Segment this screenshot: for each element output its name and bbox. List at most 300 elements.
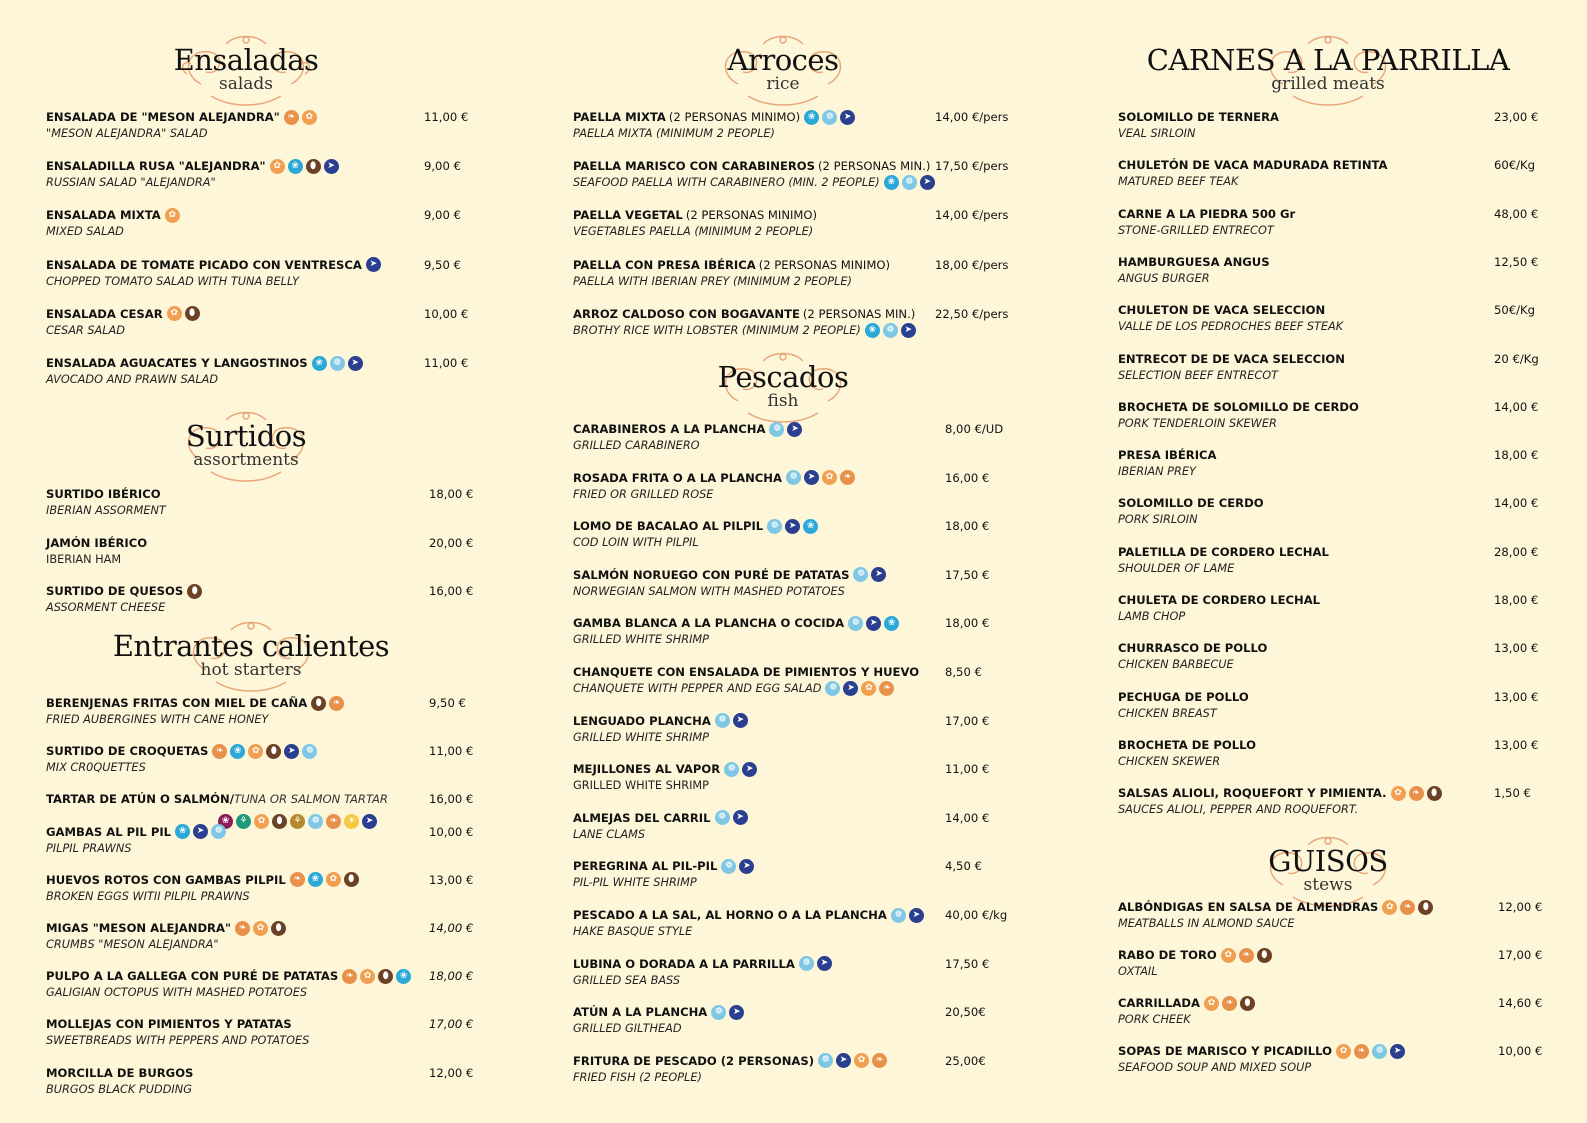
egg-allergen-icon: ✿ xyxy=(822,470,837,485)
egg-allergen-icon: ✿ xyxy=(1382,900,1397,915)
nuts-allergen-icon: ⬮ xyxy=(378,969,393,984)
mollusc-allergen-icon: ❁ xyxy=(721,859,736,874)
item-translation-row xyxy=(1118,125,1195,142)
mollusc-allergen-icon: ❁ xyxy=(715,810,730,825)
item-translation-row xyxy=(46,125,208,142)
allergen-icons xyxy=(342,969,411,984)
section-heading-entrantes xyxy=(86,630,416,678)
item-price: 20,00 € xyxy=(429,535,474,550)
item-translation: BROTHY RICE WITH LOBSTER (MINIMUM 2 PEOPLE) xyxy=(573,323,861,337)
menu-item xyxy=(573,420,1013,460)
allergen-icons xyxy=(711,1005,744,1020)
egg-allergen-icon: ✿ xyxy=(1204,996,1219,1011)
item-name-row xyxy=(1118,350,1345,368)
item-name-row xyxy=(46,108,317,126)
item-price: 14,60 € xyxy=(1498,996,1543,1010)
item-translation: PORK CHEEK xyxy=(1118,1013,1191,1026)
nuts-allergen-icon: ⬮ xyxy=(185,306,200,321)
menu-item xyxy=(1118,688,1558,728)
item-price: 18,00 € xyxy=(1494,448,1539,463)
item-price: 22,50 €/pers xyxy=(935,306,1009,321)
item-name-row xyxy=(573,256,890,274)
menu-item xyxy=(1118,301,1558,341)
item-name-row xyxy=(573,663,919,681)
item-name-row xyxy=(46,694,344,712)
item-name-row xyxy=(573,517,818,535)
item-name-row xyxy=(1118,543,1329,561)
crustacean-allergen-icon: ❀ xyxy=(865,323,880,338)
menu-item xyxy=(1118,591,1558,631)
item-name: ENSALADA AGUACATES Y LANGOSTINOS xyxy=(46,356,308,370)
item-translation: SHOULDER OF LAME xyxy=(1118,561,1235,575)
section-title: Pescados xyxy=(717,360,849,394)
item-translation: MATURED BEEF TEAK xyxy=(1118,175,1239,189)
mollusc-allergen-icon: ❁ xyxy=(883,323,898,338)
item-name-suffix: (2 PERSONAS MIN.) xyxy=(802,306,916,321)
soy-allergen-icon: ☀ xyxy=(344,814,359,829)
menu-item xyxy=(46,823,476,863)
allergen-icons xyxy=(311,696,344,711)
mollusc-allergen-icon: ❁ xyxy=(1372,1044,1387,1059)
fish-allergen-icon: ➤ xyxy=(1390,1044,1405,1059)
nuts-allergen-icon: ⬮ xyxy=(306,159,321,174)
nuts-allergen-icon: ⬮ xyxy=(272,814,287,829)
item-translation-row xyxy=(46,371,218,388)
mollusc-allergen-icon: ❁ xyxy=(891,908,906,923)
egg-allergen-icon: ✿ xyxy=(302,110,317,125)
item-price: 18,00 € xyxy=(429,487,474,501)
allergen-icons xyxy=(853,567,886,582)
item-price: 13,00 € xyxy=(429,872,474,887)
crustacean-allergen-icon: ❀ xyxy=(230,744,245,759)
allergen-icons xyxy=(270,159,339,174)
menu-item xyxy=(46,967,476,1007)
section-subtitle: grilled meats xyxy=(1271,74,1385,94)
section-title: Arroces xyxy=(727,43,839,77)
item-name-row xyxy=(573,809,748,827)
section-subtitle: fish xyxy=(767,391,799,411)
section-heading-pescados xyxy=(683,361,883,409)
item-translation-row xyxy=(1118,608,1185,625)
menu-item xyxy=(46,206,476,246)
item-translation-row xyxy=(46,174,216,191)
egg-allergen-icon: ✿ xyxy=(854,1053,869,1068)
item-price: 17,50 €/pers xyxy=(935,159,1009,174)
item-name: GAMBA BLANCA A LA PLANCHA O COCIDA xyxy=(573,616,845,631)
allergen-icons xyxy=(804,110,855,125)
item-translation-row xyxy=(1118,463,1196,480)
item-name-row xyxy=(1118,398,1359,416)
egg-allergen-icon: ✿ xyxy=(248,744,263,759)
fish-allergen-icon: ➤ xyxy=(284,744,299,759)
menu-item xyxy=(46,305,476,345)
item-name: ENSALADA MIXTA xyxy=(46,208,161,223)
egg-allergen-icon: ✿ xyxy=(1336,1044,1351,1059)
menu-item xyxy=(1118,994,1558,1034)
egg-allergen-icon: ✿ xyxy=(165,208,180,223)
section-subtitle: assortments xyxy=(193,450,299,470)
item-name: ARROZ CALDOSO CON BOGAVANTE xyxy=(573,306,800,321)
item-translation: PORK SIRLOIN xyxy=(1118,513,1198,527)
fish-allergen-icon: ➤ xyxy=(785,519,800,534)
item-price: 50€/Kg xyxy=(1494,303,1535,318)
item-translation: GRILLED WHITE SHRIMP xyxy=(573,779,709,793)
item-price: 11,00 € xyxy=(945,762,990,777)
item-price: 10,00 € xyxy=(424,306,469,321)
mollusc-allergen-icon: ❁ xyxy=(799,956,814,971)
crustacean-allergen-icon: ❀ xyxy=(308,872,323,887)
item-translation-row xyxy=(1118,1011,1191,1028)
item-name-row xyxy=(1118,736,1256,754)
item-translation: HAKE BASQUE STYLE xyxy=(573,925,693,938)
item-price: 13,00 € xyxy=(1494,737,1539,752)
item-name-suffix: (2 PERSONAS MIN.) xyxy=(818,159,931,174)
item-translation-row xyxy=(1118,173,1238,190)
allergen-icons xyxy=(818,1053,887,1068)
item-translation: PAELLA WITH IBERIAN PREY (MINIMUM 2 PEOPLE) xyxy=(573,274,852,288)
mollusc-allergen-icon: ❁ xyxy=(786,470,801,485)
allergen-icons xyxy=(891,908,924,923)
celery-allergen-icon: ❧ xyxy=(212,744,227,759)
item-name-row xyxy=(46,485,161,503)
allergen-icons xyxy=(1382,900,1433,915)
item-translation: MIX CR0QUETTES xyxy=(46,761,146,775)
mollusc-allergen-icon: ❁ xyxy=(302,744,317,759)
item-translation: AVOCADO AND PRAWN SALAD xyxy=(46,373,219,386)
item-name-row xyxy=(46,534,147,552)
item-name: SOPAS DE MARISCO Y PICADILLO xyxy=(1118,1044,1332,1058)
fish-allergen-icon: ➤ xyxy=(733,810,748,825)
item-translation-row xyxy=(1118,511,1198,528)
menu-item xyxy=(46,354,476,394)
item-translation: NORWEGIAN SALMON WITH MASHED POTATOES xyxy=(573,584,845,598)
item-name-row xyxy=(46,582,202,600)
item-translation-row xyxy=(1118,415,1277,432)
item-name: CARABINEROS A LA PLANCHA xyxy=(573,422,766,436)
menu-item xyxy=(573,157,1013,197)
item-translation-row xyxy=(573,777,709,794)
item-translation-row xyxy=(46,1032,309,1049)
item-price: 14,00 €/pers xyxy=(935,208,1009,223)
item-name-row xyxy=(573,712,748,730)
fish-allergen-icon: ➤ xyxy=(840,110,855,125)
menu-item xyxy=(573,206,1013,246)
item-name-row xyxy=(573,857,754,875)
item-translation: LAMB CHOP xyxy=(1118,610,1186,623)
item-name-row xyxy=(1118,108,1279,126)
item-name: HAMBURGUESA ANGUS xyxy=(1118,254,1270,269)
item-price: 12,00 € xyxy=(429,1065,474,1080)
item-translation: BURGOS BLACK PUDDING xyxy=(46,1082,192,1096)
item-name: ATÚN A LA PLANCHA xyxy=(573,1005,708,1020)
item-translation-row xyxy=(573,437,700,454)
fish-allergen-icon: ➤ xyxy=(843,681,858,696)
section-subtitle: hot starters xyxy=(200,660,302,680)
item-price: 8,00 €/UD xyxy=(945,422,1004,436)
item-price: 60€/Kg xyxy=(1494,158,1535,173)
menu-item xyxy=(573,906,1013,946)
menu-item xyxy=(573,469,1013,509)
item-name: BROCHETA DE SOLOMILLO DE CERDO xyxy=(1118,399,1359,414)
mollusc-allergen-icon: ❁ xyxy=(330,356,345,371)
item-price: 8,50 € xyxy=(945,665,982,679)
menu-item xyxy=(1118,350,1558,390)
allergen-icons xyxy=(312,356,363,371)
item-name-row xyxy=(1118,688,1249,706)
allergen-icons xyxy=(1336,1044,1405,1059)
item-name-row xyxy=(46,256,381,274)
item-price: 9,00 € xyxy=(424,159,461,174)
allergen-icons xyxy=(786,470,855,485)
item-price: 14,00 € xyxy=(429,921,474,935)
nuts-allergen-icon: ⬮ xyxy=(1427,786,1442,801)
item-name-row xyxy=(1118,301,1325,319)
item-translation: OXTAIL xyxy=(1118,965,1158,978)
item-name-row xyxy=(1118,784,1442,802)
section-subtitle: salads xyxy=(218,74,274,94)
item-name: CHULETA DE CORDERO LECHAL xyxy=(1118,593,1321,607)
celery-allergen-icon: ❧ xyxy=(1354,1044,1369,1059)
fish-allergen-icon: ➤ xyxy=(729,1005,744,1020)
menu-item xyxy=(1118,446,1558,486)
item-name: CHANQUETE CON ENSALADA DE PIMIENTOS Y HUEVO xyxy=(573,665,920,679)
item-name-row xyxy=(573,157,930,175)
item-name: BROCHETA DE POLLO xyxy=(1118,737,1256,752)
item-name: ALBÓNDIGAS EN SALSA DE ALMENDRAS xyxy=(1118,900,1379,914)
item-translation: RUSSIAN SALAD "ALEJANDRA" xyxy=(46,176,216,190)
allergen-icons xyxy=(235,921,286,936)
allergen-icons xyxy=(715,713,748,728)
section-title: Ensaladas xyxy=(173,43,319,77)
item-translation: CHICKEN BARBECUE xyxy=(1118,658,1234,672)
item-name: FRITURA DE PESCADO (2 PERSONAS) xyxy=(573,1053,815,1068)
allergen-icons xyxy=(825,681,894,696)
item-name-row xyxy=(1118,639,1267,657)
mollusc-allergen-icon: ❁ xyxy=(902,175,917,190)
item-translation: "MESON ALEJANDRA" SALAD xyxy=(46,127,208,140)
item-name-row xyxy=(1118,494,1264,512)
celery-allergen-icon: ❧ xyxy=(329,696,344,711)
item-translation-row xyxy=(46,223,124,240)
celery-allergen-icon: ❧ xyxy=(342,969,357,984)
menu-item xyxy=(1118,898,1558,938)
item-name-row xyxy=(46,919,286,937)
item-name-suffix: TUNA OR SALMON TARTAR xyxy=(233,792,388,807)
item-translation-row xyxy=(573,826,645,843)
item-name: LOMO DE BACALAO AL PILPIL xyxy=(573,519,764,534)
item-translation: MIXED SALAD xyxy=(46,225,124,239)
menu-item xyxy=(1118,784,1558,824)
crustacean-allergen-icon: ❀ xyxy=(804,110,819,125)
item-name: PECHUGA DE POLLO xyxy=(1118,689,1249,704)
allergen-icons xyxy=(1221,948,1272,963)
crustacean-allergen-icon: ❀ xyxy=(312,356,327,371)
item-price: 14,00 € xyxy=(1494,399,1539,414)
crustacean-allergen-icon: ❀ xyxy=(175,824,190,839)
item-translation-row xyxy=(46,936,219,953)
item-translation: PORK TENDERLOIN SKEWER xyxy=(1118,416,1277,430)
item-price: 1,50 € xyxy=(1494,786,1531,801)
item-price: 28,00 € xyxy=(1494,544,1539,559)
item-name-row xyxy=(1118,898,1433,916)
item-price: 12,50 € xyxy=(1494,254,1539,269)
item-translation: GALIGIAN OCTOPUS WITH MASHED POTATOES xyxy=(46,986,308,1000)
item-name: ENSALADILLA RUSA "ALEJANDRA" xyxy=(46,159,266,174)
item-name: ENTRECOT DE DE VACA SELECCION xyxy=(1118,351,1345,366)
allergen-icons xyxy=(366,257,381,272)
item-translation-row xyxy=(573,174,935,191)
fish-allergen-icon: ➤ xyxy=(739,859,754,874)
menu-item xyxy=(46,582,476,622)
item-translation-row xyxy=(573,534,699,551)
item-price: 11,00 € xyxy=(424,356,469,370)
item-name: ENSALADA DE TOMATE PICADO CON VENTRESCA xyxy=(46,257,362,272)
menu-item xyxy=(573,566,1013,606)
item-price: 10,00 € xyxy=(1498,1044,1543,1058)
item-price: 18,00 € xyxy=(429,969,474,984)
item-price: 14,00 €/pers xyxy=(935,110,1009,124)
allergen-icons xyxy=(724,762,757,777)
item-translation: ANGUS BURGER xyxy=(1118,271,1210,285)
section-title: GUISOS xyxy=(1268,844,1388,878)
item-name: ENSALADA CESAR xyxy=(46,306,163,321)
item-price: 25,00€ xyxy=(945,1053,986,1068)
item-translation-row xyxy=(573,729,709,746)
item-name-row xyxy=(46,1015,292,1033)
fish-allergen-icon: ➤ xyxy=(920,175,935,190)
item-name: ENSALADA DE "MESON ALEJANDRA" xyxy=(46,110,280,124)
item-translation-row xyxy=(46,273,299,290)
item-name-row xyxy=(46,823,226,841)
item-translation: PILPIL PRAWNS xyxy=(46,841,132,855)
item-name: SALSAS ALIOLI, ROQUEFORT Y PIMIENTA. xyxy=(1118,786,1387,801)
allergen-icons xyxy=(165,208,180,223)
mollusc-allergen-icon: ❁ xyxy=(769,422,784,437)
item-translation: VEGETABLES PAELLA (MINIMUM 2 PEOPLE) xyxy=(573,225,814,239)
mollusc-allergen-icon: ❁ xyxy=(724,762,739,777)
item-price: 13,00 € xyxy=(1494,689,1539,704)
item-translation: FRIED FISH (2 PEOPLE) xyxy=(573,1070,702,1084)
menu-item xyxy=(1118,156,1558,196)
allergen-icons xyxy=(767,519,818,534)
crustacean-allergen-icon: ❀ xyxy=(803,519,818,534)
item-price: 17,50 € xyxy=(945,567,990,582)
item-name-row xyxy=(1118,1042,1405,1060)
fish-allergen-icon: ➤ xyxy=(817,956,832,971)
fish-allergen-icon: ➤ xyxy=(836,1053,851,1068)
mollusc-allergen-icon: ❁ xyxy=(211,824,226,839)
mollusc-allergen-icon: ❁ xyxy=(711,1005,726,1020)
item-name-row xyxy=(573,469,855,487)
item-translation: GRILLED SEA BASS xyxy=(573,973,680,987)
item-name: CHURRASCO DE POLLO xyxy=(1118,641,1268,656)
section-subtitle: rice xyxy=(766,74,800,94)
item-name: MOLLEJAS CON PIMIENTOS Y PATATAS xyxy=(46,1017,292,1032)
egg-allergen-icon: ✿ xyxy=(270,159,285,174)
item-name: PEREGRINA AL PIL-PIL xyxy=(573,859,718,874)
menu-item xyxy=(573,1003,1013,1043)
item-name: CHULETON DE VACA SELECCION xyxy=(1118,303,1326,318)
crustacean-allergen-icon: ❀ xyxy=(396,969,411,984)
egg-allergen-icon: ✿ xyxy=(254,814,269,829)
mollusc-allergen-icon: ❁ xyxy=(767,519,782,534)
item-name-row xyxy=(573,1052,887,1070)
item-name: CHULETÓN DE VACA MADURADA RETINTA xyxy=(1118,158,1388,173)
item-translation: GRILLED WHITE SHRIMP xyxy=(573,730,709,744)
item-price: 9,00 € xyxy=(424,208,461,223)
sesame-allergen-icon: ⚘ xyxy=(290,814,305,829)
item-translation-row xyxy=(1118,705,1217,722)
allergen-icons xyxy=(175,824,226,839)
item-name: RABO DE TORO xyxy=(1118,948,1217,962)
item-translation-row xyxy=(573,631,709,648)
mollusc-allergen-icon: ❁ xyxy=(308,814,323,829)
item-name-row xyxy=(1118,994,1255,1012)
item-translation: SELECTION BEEF ENTRECOT xyxy=(1118,368,1279,382)
menu-item xyxy=(46,485,476,525)
section-heading-carnes xyxy=(1138,44,1518,92)
fish-allergen-icon: ➤ xyxy=(193,824,208,839)
item-translation-row xyxy=(573,273,852,290)
allergen-icons xyxy=(290,872,359,887)
item-translation: GRILLED WHITE SHRIMP xyxy=(573,633,709,647)
allergen-icons xyxy=(167,306,200,321)
item-name: PRESA IBÉRICA xyxy=(1118,448,1217,463)
item-translation: FRIED OR GRILLED ROSE xyxy=(573,487,714,501)
egg-allergen-icon: ✿ xyxy=(326,872,341,887)
item-price: 23,00 € xyxy=(1494,110,1539,124)
allergen-icons xyxy=(187,584,202,599)
item-translation-row xyxy=(46,888,250,905)
item-translation: CHOPPED TOMATO SALAD WITH TUNA BELLY xyxy=(46,274,300,288)
item-translation-row xyxy=(1118,801,1358,818)
menu-item xyxy=(1118,108,1558,148)
section-heading-guisos xyxy=(1228,845,1428,893)
section-heading-arroces xyxy=(683,44,883,92)
item-name-row xyxy=(46,790,388,808)
allergen-icons xyxy=(1391,786,1442,801)
item-translation: CHICKEN SKEWER xyxy=(1118,754,1221,768)
item-name-row xyxy=(46,206,180,224)
item-translation: CHANQUETE WITH PEPPER AND EGG SALAD xyxy=(573,682,822,695)
menu-item xyxy=(46,1064,476,1104)
item-price: 16,00 € xyxy=(429,792,474,807)
item-translation-row xyxy=(46,322,125,339)
menu-item xyxy=(46,256,476,296)
item-translation-row xyxy=(573,1069,702,1086)
item-price: 16,00 € xyxy=(429,584,474,598)
item-translation-row xyxy=(573,223,813,240)
item-price: 14,00 € xyxy=(1494,496,1539,511)
fish-allergen-icon: ➤ xyxy=(804,470,819,485)
item-price: 9,50 € xyxy=(424,257,461,272)
item-name-suffix: (2 PERSONAS MINIMO) xyxy=(685,208,818,223)
mollusc-allergen-icon: ❁ xyxy=(825,681,840,696)
item-translation-row xyxy=(46,551,121,568)
item-translation: STONE-GRILLED ENTRECOT xyxy=(1118,223,1274,237)
section-title: CARNES A LA PARRILLA xyxy=(1146,43,1510,77)
mollusc-allergen-icon: ❁ xyxy=(715,713,730,728)
item-name: LUBINA O DORADA A LA PARRILLA xyxy=(573,956,795,971)
lupin-allergen-icon: ❀ xyxy=(218,814,233,829)
item-name: PAELLA CON PRESA IBÉRICA xyxy=(573,257,756,272)
item-name: CARNE A LA PIEDRA 500 Gr xyxy=(1118,206,1296,221)
item-price: 40,00 €/kg xyxy=(945,908,1008,922)
item-translation-row xyxy=(46,840,131,857)
menu-item xyxy=(1118,253,1558,293)
item-name-row xyxy=(1118,205,1295,223)
item-translation: GRILLED CARABINERO xyxy=(573,439,700,452)
